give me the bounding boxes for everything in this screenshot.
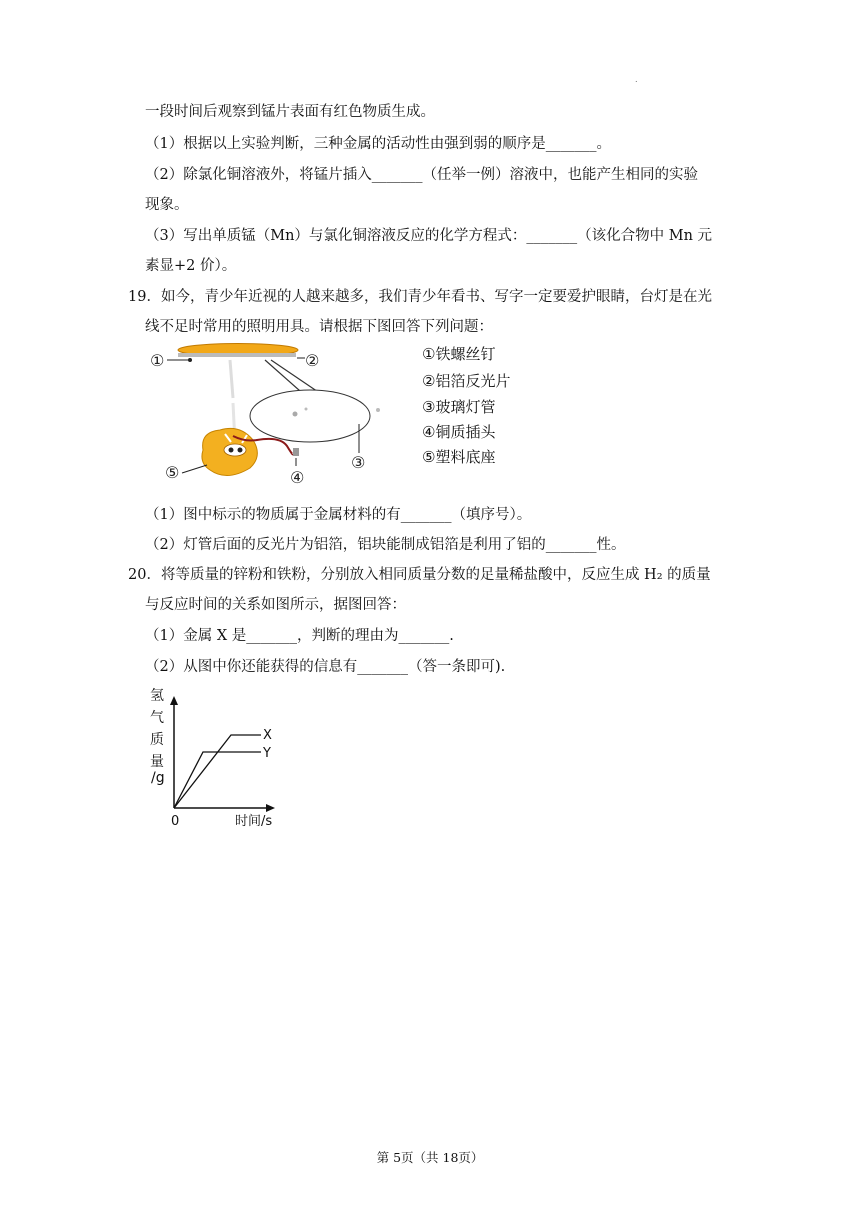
legend-item: ②铝箔反光片 [422,372,511,390]
lamp-underside [178,353,296,357]
text-line: （1）根据以上实验判断，三种金属的活动性由强到弱的顺序是_______。 [145,136,611,152]
question-19: 19．如今，青少年近视的人越来越多，我们青少年看书、写字一定要爱护眼睛，台灯是在光 [128,289,712,305]
leader-line-5 [182,465,207,473]
text-line: （2）灯管后面的反光片为铝箔，铝块能制成铝箔是利用了铝的_______性。 [145,537,626,553]
graph-xlabel: 时间/s [235,814,273,829]
lamp-legend [422,345,510,466]
svg-text:气: 气 [150,710,164,726]
x-axis-arrow [266,804,275,812]
y-axis-arrow [170,696,178,705]
legend-item: ④铜质插头 [422,423,496,441]
page-footer: 第 5页（共 18页） [376,1150,484,1165]
legend-item: ⑤塑料底座 [422,448,496,466]
callout-3: ③ [351,453,366,472]
series-y-line [174,752,261,808]
text-line: （2）除氯化铜溶液外，将锰片插入_______（任举一例）溶液中，也能产生相同的实验 [145,167,698,183]
text-line: （1）图中标示的物质属于金属材料的有_______（填序号）。 [145,507,532,523]
legend-item: ③玻璃灯管 [422,398,496,416]
svg-text:氢: 氢 [150,688,164,704]
graph-ylabel [150,688,165,786]
text-line: 线不足时常用的照明用具。请根据下图回答下列问题： [145,319,493,335]
callout-4: ④ [290,468,305,487]
series-x-label: X [263,728,272,743]
svg-text:量: 量 [150,754,164,770]
tube-zoom-ellipse [250,390,370,442]
hydrogen-graph [145,680,295,830]
text-line: 现象。 [145,197,189,213]
lamp-arm [230,360,233,398]
text-line: 一段时间后观察到锰片表面有红色物质生成。 [145,104,435,120]
graph-origin: 0 [171,814,180,829]
svg-text:质: 质 [150,732,164,748]
series-x-line [174,735,261,808]
text-line: 与反应时间的关系如图所示，据图回答： [145,597,406,613]
desk-lamp-figure [145,338,545,488]
svg-text:/g: /g [151,770,165,786]
text-line: （2）从图中你还能获得的信息有_______（答一条即可). [145,659,506,675]
callout-2: ② [305,351,320,370]
page-mark: . [635,75,638,84]
question-20: 20．将等质量的锌粉和铁粉，分别放入相同质量分数的足量稀盐酸中，反应生成 H₂ 的质量 [128,567,711,583]
text-line: （3）写出单质锰（Mn）与氯化铜溶液反应的化学方程式：_______（该化合物中 Mn 元 [145,228,713,244]
text-line: 素显+2 价）。 [145,258,237,274]
callout-1: ① [150,351,165,370]
callout-5: ⑤ [165,463,180,482]
legend-item: ①铁螺丝钉 [422,345,496,363]
leader-dot-1 [188,358,192,362]
series-y-label: Y [263,746,271,761]
text-line: （1）金属 X 是_______，判断的理由为_______. [145,628,454,644]
plug [293,448,299,456]
